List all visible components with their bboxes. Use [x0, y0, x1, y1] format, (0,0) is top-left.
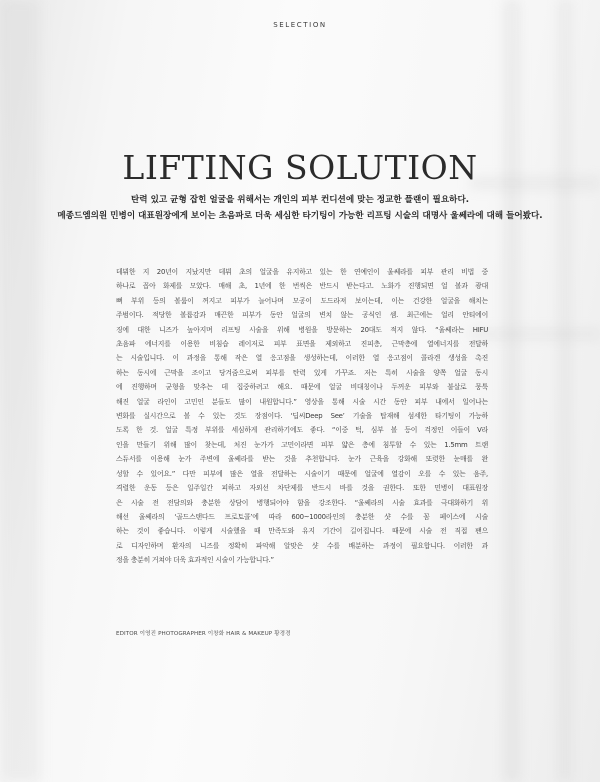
body-line: 은 시술 전 전담의와 충분한 상담이 병행되어야 함을 강조한다. “울쎄라의 시술 효과를 극대화하기 위 — [116, 498, 488, 507]
body-line: 해진 얼굴 라인이 고민인 분들도 많이 내원합니다.” 영상을 통해 시술 시간 동안 피부 내에서 일어나는 — [116, 397, 488, 406]
body-line: 하는 동시에 근막을 조이고 당겨줌으로써 피부를 탄력 있게 가꾸죠. 저는 특히 시술을 양쪽 얼굴 동시 — [116, 368, 488, 377]
body-line: 성할 수 있어요.” 다만 피부에 많은 열을 전달하는 시술이기 때문에 얼굴에 열감이 오를 수 있는 음주, — [116, 469, 488, 478]
article-body — [116, 265, 488, 568]
subtitle-line: 탄력 있고 균형 잡힌 얼굴을 위해서는 개인의 피부 컨디션에 맞는 정교한 플랜이 필요하다. — [130, 195, 470, 205]
article-credits: EDITOR 이영진 PHOTOGRAPHER 이창화 HAIR & MAKEUP 황경경 — [116, 631, 291, 637]
body-line: 변화를 실시간으로 볼 수 있는 것도 장점이다. ‘딥씨Deep See’ 기술을 탑재해 섬세한 타기팅이 가능하 — [116, 412, 488, 421]
body-line: 도록 한 것. 얼굴 특정 부위를 세심하게 관리하기에도 좋다. “이중 턱, 심부 볼 등이 걱정인 이들이 V라 — [116, 426, 488, 435]
body-line: 뼈 부위 등의 볼륨이 꺼지고 피부가 늘어나며 모공이 도드라져 보이는데, 이는 건강한 얼굴을 해치는 — [116, 296, 488, 305]
section-label: SELECTION — [273, 21, 327, 29]
window-shadow-vertical — [505, 0, 519, 782]
body-line: 초음파 에너지를 이용한 비침습 레이저로 피부 표면을 제외하고 진피층, 근막층에 열에너지를 전달하 — [116, 340, 488, 349]
body-line: 데뷔한 지 20년이 지났지만 데뷔 초의 얼굴을 유지하고 있는 한 연예인이 울쎄라를 피부 관리 비법 중 — [116, 268, 488, 276]
body-line: 주범이다. 적당한 볼륨감과 매끈한 피부가 동안 얼굴의 변치 않는 공식인 셈. 최근에는 얼리 안티에이 — [116, 311, 488, 320]
body-line: 인을 만들기 위해 많이 찾는데, 처진 눈가가 고민이라면 피부 얇은 층에 침투할 수 있는 1.5mm 트랜 — [116, 440, 488, 449]
body-line: 정을 충분히 거쳐야 더욱 효과적인 시술이 가능합니다.” — [116, 556, 274, 565]
window-shadow-vertical — [560, 0, 570, 782]
left-page-shadow — [0, 0, 40, 782]
body-line: 징에 대한 니즈가 높아지며 리프팅 시술을 위해 병원을 방문하는 20대도 적지 않다. “울쎄라는 HIFU — [116, 325, 488, 334]
body-line: 하는 것이 좋습니다. 이렇게 시술했을 때 만족도와 유지 기간이 길어집니다. 때문에 시술 전 직접 팬으 — [116, 527, 488, 536]
body-line: 스듀서를 이용해 눈가 주변에 울쎄라를 받는 것을 추천합니다. 눈가 근육을 강화해 또렷한 눈매를 완 — [116, 455, 488, 464]
article-subtitle — [0, 192, 600, 224]
body-line: 에 진행하며 균형을 맞추는 데 집중하려고 해요. 때문에 얼굴 비대칭이나 두꺼운 피부와 불살로 뭉툭 — [116, 383, 488, 392]
window-shadow-horizontal — [470, 330, 600, 338]
body-line: 는 시술입니다. 이 과정을 통해 작은 열 응고점을 생성하는데, 이러한 열 응고점이 콜라겐 생성을 촉진 — [116, 354, 488, 363]
article-title: LIFTING SOLUTION — [122, 148, 478, 187]
subtitle-line: 메종드엠의원 민병이 대표원장에게 보이는 초음파로 더욱 세심한 타기팅이 가능한 리프팅 시술의 대명사 울쎄라에 대해 들어봤다. — [57, 211, 543, 221]
body-line: 격렬한 운동 등은 일주일간 피하고 자외선 차단제를 반드시 바를 것을 권한다. 또한 민병이 대표원장 — [116, 484, 488, 493]
body-line: 해선 울쎄라의 ‘골드스탠다드 프로토콜’에 따라 600~1000라인의 충분한 샷 수를 꼼 페이스에 시술 — [116, 512, 488, 521]
body-line: 하나로 꼽아 화제를 모았다. 매해 초, 1년에 한 번씩은 반드시 받는다고. 노화가 진행되면 얼 볼과 광대 — [116, 282, 488, 291]
body-line: 로 디자인하며 환자의 니즈를 정확히 파악해 알맞은 샷 수를 배분하는 과정이 필요합니다. 이러한 과 — [116, 541, 488, 550]
